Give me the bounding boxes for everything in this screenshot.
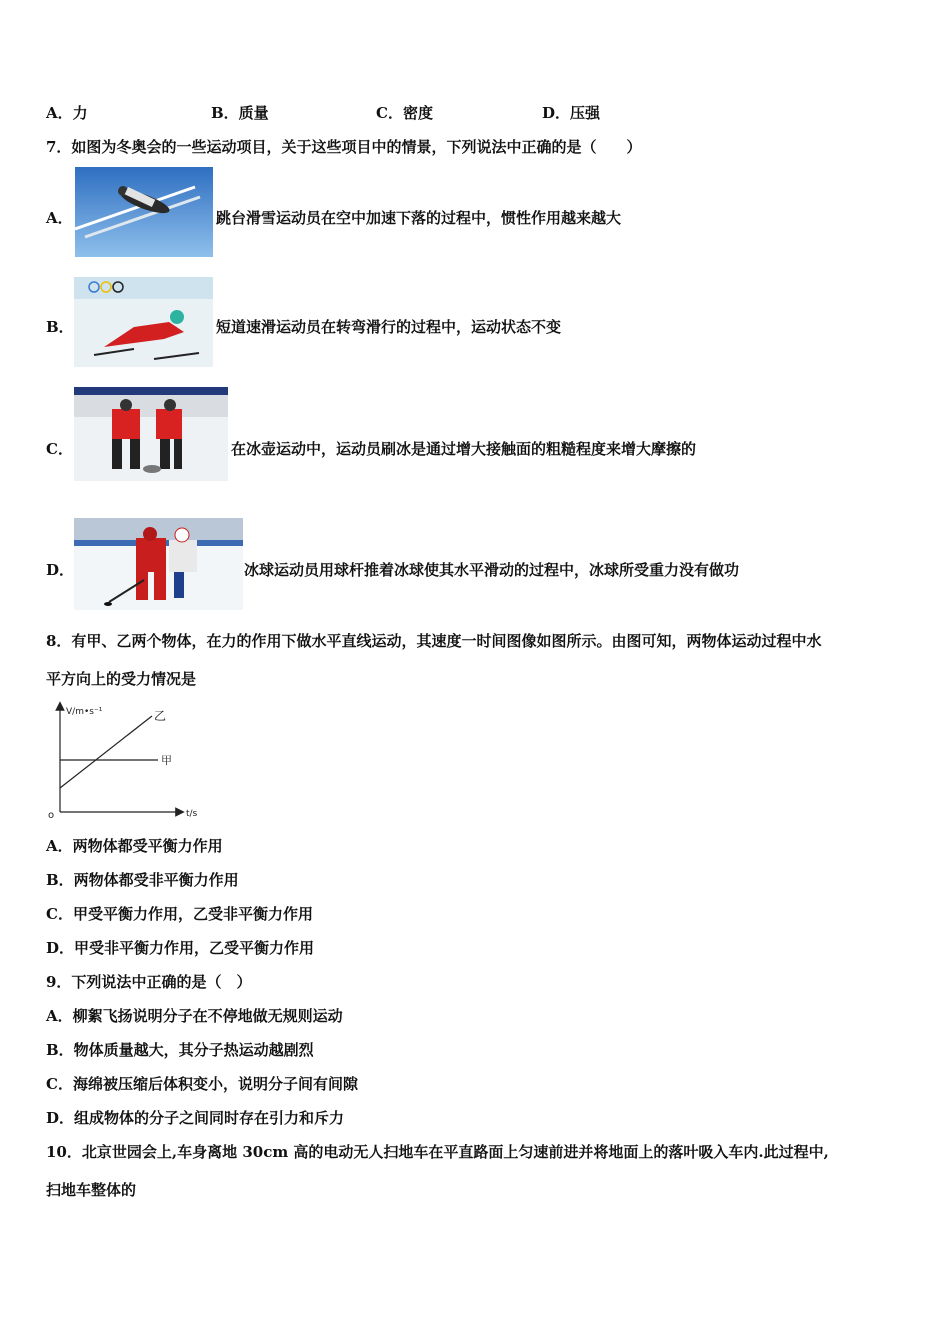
q8-option-a: A．两物体都受平衡力作用 bbox=[46, 837, 223, 855]
q9-option-c: C．海绵被压缩后体积变小，说明分子间有间隙 bbox=[46, 1075, 358, 1093]
q9-stem: 9．下列说法中正确的是（ ） bbox=[46, 973, 252, 991]
ice-hockey-photo bbox=[74, 518, 243, 610]
y-axis-label: V/m•s⁻¹ bbox=[66, 707, 103, 717]
ski-jump-photo bbox=[75, 167, 213, 257]
q8-option-d: D．甲受非平衡力作用，乙受平衡力作用 bbox=[46, 939, 315, 957]
q8-stem-line2: 平方向上的受力情况是 bbox=[46, 670, 197, 688]
q9-option-a: A．柳絮飞扬说明分子在不停地做无规则运动 bbox=[46, 1007, 343, 1025]
velocity-time-graph bbox=[40, 700, 220, 825]
q6-option-b: B．质量 bbox=[211, 104, 269, 122]
q7-option-d-text: 冰球运动员用球杆推着冰球使其水平滑动的过程中，冰球所受重力没有做功 bbox=[244, 561, 740, 579]
origin-label: o bbox=[48, 810, 55, 821]
q8-stem-line1: 8．有甲、乙两个物体，在力的作用下做水平直线运动，其速度一时间图像如图所示。由图可知，两物体运动过程中水 bbox=[46, 632, 822, 650]
line-yi bbox=[60, 716, 152, 788]
q7-option-b-label: B． bbox=[46, 318, 74, 336]
q10-stem-line2: 扫地车整体的 bbox=[46, 1181, 137, 1199]
q6-option-c: C．密度 bbox=[376, 104, 433, 122]
q7-option-a-text: 跳台滑雪运动员在空中加速下落的过程中，惯性作用越来越大 bbox=[216, 209, 622, 227]
q8-option-c: C．甲受平衡力作用，乙受非平衡力作用 bbox=[46, 905, 313, 923]
q7-option-c-label: C． bbox=[46, 440, 73, 458]
label-yi: 乙 bbox=[154, 709, 167, 723]
curling-photo bbox=[74, 387, 228, 481]
q9-option-d: D．组成物体的分子之间同时存在引力和斥力 bbox=[46, 1109, 345, 1127]
q10-stem-line1: 10．北京世园会上,车身离地 30cm 高的电动无人扫地车在平直路面上匀速前进并将地面上的落叶吸入车内.此过程中, bbox=[46, 1143, 829, 1161]
short-track-photo bbox=[74, 277, 213, 367]
q8-option-b: B．两物体都受非平衡力作用 bbox=[46, 871, 239, 889]
q6-option-a: A．力 bbox=[46, 104, 88, 122]
x-axis-label: t/s bbox=[186, 809, 198, 819]
q7-option-a-label: A． bbox=[46, 209, 73, 227]
q7-option-c-text: 在冰壶运动中，运动员刷冰是通过增大接触面的粗糙程度来增大摩擦的 bbox=[231, 440, 697, 458]
q7-option-d-label: D． bbox=[46, 561, 75, 579]
q7-stem: 7．如图为冬奥会的一些运动项目，关于这些项目中的情景，下列说法中正确的是（ ） bbox=[46, 138, 642, 156]
q6-option-d: D．压强 bbox=[542, 104, 601, 122]
q7-option-b-text: 短道速滑运动员在转弯滑行的过程中，运动状态不变 bbox=[216, 318, 562, 336]
label-jia: 甲 bbox=[161, 754, 172, 767]
q9-option-b: B．物体质量越大，其分子热运动越剧烈 bbox=[46, 1041, 314, 1059]
